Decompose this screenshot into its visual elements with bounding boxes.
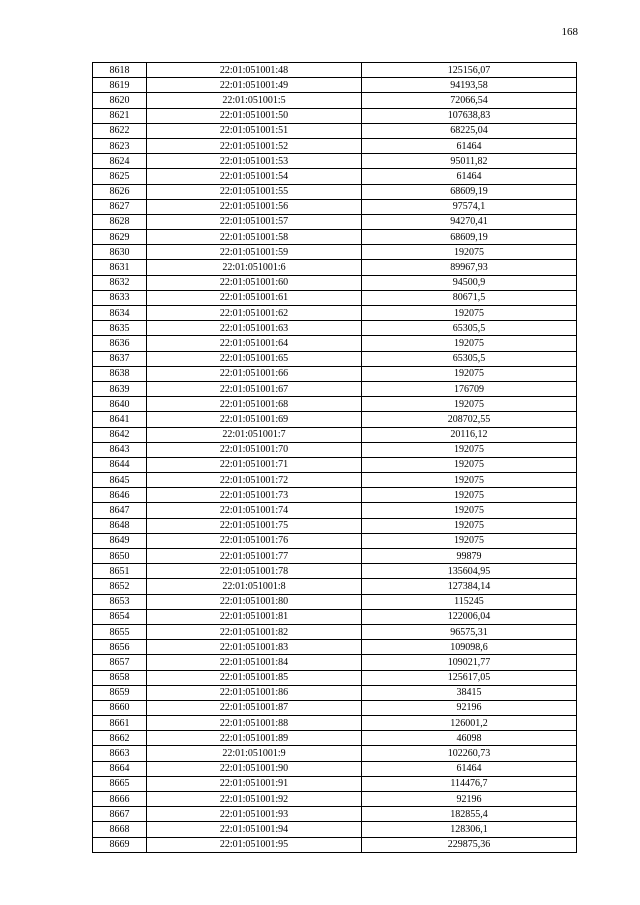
cadastral-number-cell: 22:01:051001:92	[147, 792, 362, 807]
table-row	[93, 533, 577, 548]
row-number-cell: 8628	[93, 214, 147, 229]
row-number-cell: 8634	[93, 306, 147, 321]
value-cell: 95011,82	[362, 154, 577, 169]
table-row	[93, 716, 577, 731]
cadastral-number-cell: 22:01:051001:75	[147, 518, 362, 533]
row-number-cell: 8623	[93, 138, 147, 153]
table-row	[93, 123, 577, 138]
cadastral-number-cell: 22:01:051001:69	[147, 412, 362, 427]
value-cell: 176709	[362, 381, 577, 396]
table-row	[93, 746, 577, 761]
cadastral-number-cell: 22:01:051001:80	[147, 594, 362, 609]
value-cell: 102260,73	[362, 746, 577, 761]
table-row	[93, 351, 577, 366]
value-cell: 92196	[362, 700, 577, 715]
value-cell: 208702,55	[362, 412, 577, 427]
cadastral-number-cell: 22:01:051001:87	[147, 700, 362, 715]
value-cell: 109098,6	[362, 640, 577, 655]
row-number-cell: 8654	[93, 609, 147, 624]
cadastral-number-cell: 22:01:051001:86	[147, 685, 362, 700]
value-cell: 192075	[362, 518, 577, 533]
row-number-cell: 8669	[93, 837, 147, 852]
row-number-cell: 8625	[93, 169, 147, 184]
value-cell: 192075	[362, 503, 577, 518]
cadastral-number-cell: 22:01:051001:67	[147, 381, 362, 396]
row-number-cell: 8663	[93, 746, 147, 761]
cadastral-number-cell: 22:01:051001:63	[147, 321, 362, 336]
table-row	[93, 260, 577, 275]
cadastral-number-cell: 22:01:051001:56	[147, 199, 362, 214]
row-number-cell: 8650	[93, 549, 147, 564]
cadastral-number-cell: 22:01:051001:84	[147, 655, 362, 670]
value-cell: 65305,5	[362, 351, 577, 366]
row-number-cell: 8637	[93, 351, 147, 366]
cadastral-number-cell: 22:01:051001:78	[147, 564, 362, 579]
row-number-cell: 8627	[93, 199, 147, 214]
table-row	[93, 655, 577, 670]
value-cell: 125617,05	[362, 670, 577, 685]
cadastral-number-cell: 22:01:051001:70	[147, 442, 362, 457]
row-number-cell: 8652	[93, 579, 147, 594]
value-cell: 192075	[362, 488, 577, 503]
row-number-cell: 8655	[93, 624, 147, 639]
row-number-cell: 8640	[93, 397, 147, 412]
value-cell: 97574,1	[362, 199, 577, 214]
table-row	[93, 564, 577, 579]
cadastral-number-cell: 22:01:051001:50	[147, 108, 362, 123]
row-number-cell: 8641	[93, 412, 147, 427]
value-cell: 182855,4	[362, 807, 577, 822]
value-cell: 114476,7	[362, 776, 577, 791]
table-row	[93, 78, 577, 93]
value-cell: 68609,19	[362, 230, 577, 245]
table-row	[93, 169, 577, 184]
table-row	[93, 685, 577, 700]
cadastral-number-cell: 22:01:051001:59	[147, 245, 362, 260]
row-number-cell: 8643	[93, 442, 147, 457]
cadastral-number-cell: 22:01:051001:65	[147, 351, 362, 366]
row-number-cell: 8639	[93, 381, 147, 396]
value-cell: 65305,5	[362, 321, 577, 336]
table-row	[93, 503, 577, 518]
value-cell: 125156,07	[362, 63, 577, 78]
value-cell: 94500,9	[362, 275, 577, 290]
table-row	[93, 822, 577, 837]
row-number-cell: 8662	[93, 731, 147, 746]
row-number-cell: 8629	[93, 230, 147, 245]
table-row	[93, 624, 577, 639]
value-cell: 80671,5	[362, 290, 577, 305]
table-row	[93, 837, 577, 852]
data-table	[92, 62, 577, 853]
table-row	[93, 427, 577, 442]
value-cell: 61464	[362, 138, 577, 153]
row-number-cell: 8649	[93, 533, 147, 548]
cadastral-number-cell: 22:01:051001:93	[147, 807, 362, 822]
cadastral-number-cell: 22:01:051001:66	[147, 366, 362, 381]
table-row	[93, 640, 577, 655]
table-row	[93, 93, 577, 108]
row-number-cell: 8638	[93, 366, 147, 381]
cadastral-number-cell: 22:01:051001:71	[147, 457, 362, 472]
cadastral-number-cell: 22:01:051001:77	[147, 549, 362, 564]
table-body	[93, 63, 577, 853]
table-row	[93, 792, 577, 807]
table-row	[93, 214, 577, 229]
cadastral-number-cell: 22:01:051001:61	[147, 290, 362, 305]
row-number-cell: 8667	[93, 807, 147, 822]
value-cell: 99879	[362, 549, 577, 564]
row-number-cell: 8630	[93, 245, 147, 260]
cadastral-number-cell: 22:01:051001:9	[147, 746, 362, 761]
cadastral-number-cell: 22:01:051001:57	[147, 214, 362, 229]
cadastral-number-cell: 22:01:051001:54	[147, 169, 362, 184]
table-row	[93, 245, 577, 260]
cadastral-number-cell: 22:01:051001:68	[147, 397, 362, 412]
table-row	[93, 336, 577, 351]
table-row	[93, 488, 577, 503]
value-cell: 89967,93	[362, 260, 577, 275]
cadastral-number-cell: 22:01:051001:95	[147, 837, 362, 852]
table-row	[93, 609, 577, 624]
table-row	[93, 154, 577, 169]
value-cell: 192075	[362, 306, 577, 321]
page-number: 168	[561, 26, 578, 38]
value-cell: 192075	[362, 397, 577, 412]
value-cell: 72066,54	[362, 93, 577, 108]
cadastral-number-cell: 22:01:051001:83	[147, 640, 362, 655]
table-row	[93, 290, 577, 305]
row-number-cell: 8644	[93, 457, 147, 472]
value-cell: 94193,58	[362, 78, 577, 93]
table-row	[93, 138, 577, 153]
table-row	[93, 397, 577, 412]
row-number-cell: 8658	[93, 670, 147, 685]
row-number-cell: 8633	[93, 290, 147, 305]
table-row	[93, 594, 577, 609]
row-number-cell: 8619	[93, 78, 147, 93]
table-row	[93, 549, 577, 564]
row-number-cell: 8646	[93, 488, 147, 503]
value-cell: 229875,36	[362, 837, 577, 852]
row-number-cell: 8631	[93, 260, 147, 275]
table-row	[93, 199, 577, 214]
table-row	[93, 518, 577, 533]
value-cell: 68609,19	[362, 184, 577, 199]
cadastral-number-cell: 22:01:051001:6	[147, 260, 362, 275]
cadastral-number-cell: 22:01:051001:88	[147, 716, 362, 731]
value-cell: 127384,14	[362, 579, 577, 594]
cadastral-number-cell: 22:01:051001:58	[147, 230, 362, 245]
value-cell: 96575,31	[362, 624, 577, 639]
cadastral-number-cell: 22:01:051001:55	[147, 184, 362, 199]
cadastral-number-cell: 22:01:051001:76	[147, 533, 362, 548]
cadastral-number-cell: 22:01:051001:74	[147, 503, 362, 518]
value-cell: 115245	[362, 594, 577, 609]
value-cell: 126001,2	[362, 716, 577, 731]
value-cell: 61464	[362, 169, 577, 184]
row-number-cell: 8621	[93, 108, 147, 123]
cadastral-number-cell: 22:01:051001:91	[147, 776, 362, 791]
cadastral-number-cell: 22:01:051001:62	[147, 306, 362, 321]
cadastral-number-cell: 22:01:051001:52	[147, 138, 362, 153]
row-number-cell: 8648	[93, 518, 147, 533]
row-number-cell: 8668	[93, 822, 147, 837]
cadastral-number-cell: 22:01:051001:53	[147, 154, 362, 169]
cadastral-number-cell: 22:01:051001:48	[147, 63, 362, 78]
table-row	[93, 306, 577, 321]
cadastral-number-cell: 22:01:051001:7	[147, 427, 362, 442]
table-row	[93, 442, 577, 457]
row-number-cell: 8666	[93, 792, 147, 807]
cadastral-number-cell: 22:01:051001:90	[147, 761, 362, 776]
value-cell: 192075	[362, 442, 577, 457]
table-row	[93, 366, 577, 381]
row-number-cell: 8665	[93, 776, 147, 791]
row-number-cell: 8636	[93, 336, 147, 351]
value-cell: 192075	[362, 245, 577, 260]
cadastral-number-cell: 22:01:051001:8	[147, 579, 362, 594]
value-cell: 107638,83	[362, 108, 577, 123]
value-cell: 192075	[362, 366, 577, 381]
cadastral-number-cell: 22:01:051001:94	[147, 822, 362, 837]
table-row	[93, 63, 577, 78]
value-cell: 46098	[362, 731, 577, 746]
row-number-cell: 8624	[93, 154, 147, 169]
row-number-cell: 8635	[93, 321, 147, 336]
row-number-cell: 8653	[93, 594, 147, 609]
row-number-cell: 8664	[93, 761, 147, 776]
cadastral-number-cell: 22:01:051001:49	[147, 78, 362, 93]
value-cell: 122006,04	[362, 609, 577, 624]
value-cell: 92196	[362, 792, 577, 807]
table-row	[93, 108, 577, 123]
value-cell: 192075	[362, 533, 577, 548]
value-cell: 61464	[362, 761, 577, 776]
row-number-cell: 8657	[93, 655, 147, 670]
table-row	[93, 321, 577, 336]
value-cell: 94270,41	[362, 214, 577, 229]
row-number-cell: 8660	[93, 700, 147, 715]
table-row	[93, 457, 577, 472]
table-row	[93, 184, 577, 199]
table-row	[93, 473, 577, 488]
value-cell: 192075	[362, 473, 577, 488]
cadastral-number-cell: 22:01:051001:51	[147, 123, 362, 138]
cadastral-number-cell: 22:01:051001:85	[147, 670, 362, 685]
row-number-cell: 8645	[93, 473, 147, 488]
value-cell: 192075	[362, 336, 577, 351]
row-number-cell: 8647	[93, 503, 147, 518]
row-number-cell: 8642	[93, 427, 147, 442]
cadastral-number-cell: 22:01:051001:81	[147, 609, 362, 624]
row-number-cell: 8656	[93, 640, 147, 655]
cadastral-number-cell: 22:01:051001:64	[147, 336, 362, 351]
value-cell: 135604,95	[362, 564, 577, 579]
cadastral-number-cell: 22:01:051001:5	[147, 93, 362, 108]
table-row	[93, 275, 577, 290]
cadastral-number-cell: 22:01:051001:73	[147, 488, 362, 503]
row-number-cell: 8620	[93, 93, 147, 108]
value-cell: 128306,1	[362, 822, 577, 837]
cadastral-number-cell: 22:01:051001:89	[147, 731, 362, 746]
row-number-cell: 8651	[93, 564, 147, 579]
row-number-cell: 8622	[93, 123, 147, 138]
value-cell: 192075	[362, 457, 577, 472]
row-number-cell: 8661	[93, 716, 147, 731]
table-row	[93, 670, 577, 685]
cadastral-number-cell: 22:01:051001:60	[147, 275, 362, 290]
table-row	[93, 381, 577, 396]
table-row	[93, 230, 577, 245]
table-row	[93, 761, 577, 776]
table-row	[93, 700, 577, 715]
value-cell: 109021,77	[362, 655, 577, 670]
row-number-cell: 8659	[93, 685, 147, 700]
value-cell: 38415	[362, 685, 577, 700]
row-number-cell: 8618	[93, 63, 147, 78]
value-cell: 68225,04	[362, 123, 577, 138]
table-row	[93, 731, 577, 746]
table-row	[93, 579, 577, 594]
table-row	[93, 776, 577, 791]
cadastral-number-cell: 22:01:051001:72	[147, 473, 362, 488]
cadastral-number-cell: 22:01:051001:82	[147, 624, 362, 639]
table-row	[93, 412, 577, 427]
value-cell: 20116,12	[362, 427, 577, 442]
row-number-cell: 8632	[93, 275, 147, 290]
row-number-cell: 8626	[93, 184, 147, 199]
table-row	[93, 807, 577, 822]
